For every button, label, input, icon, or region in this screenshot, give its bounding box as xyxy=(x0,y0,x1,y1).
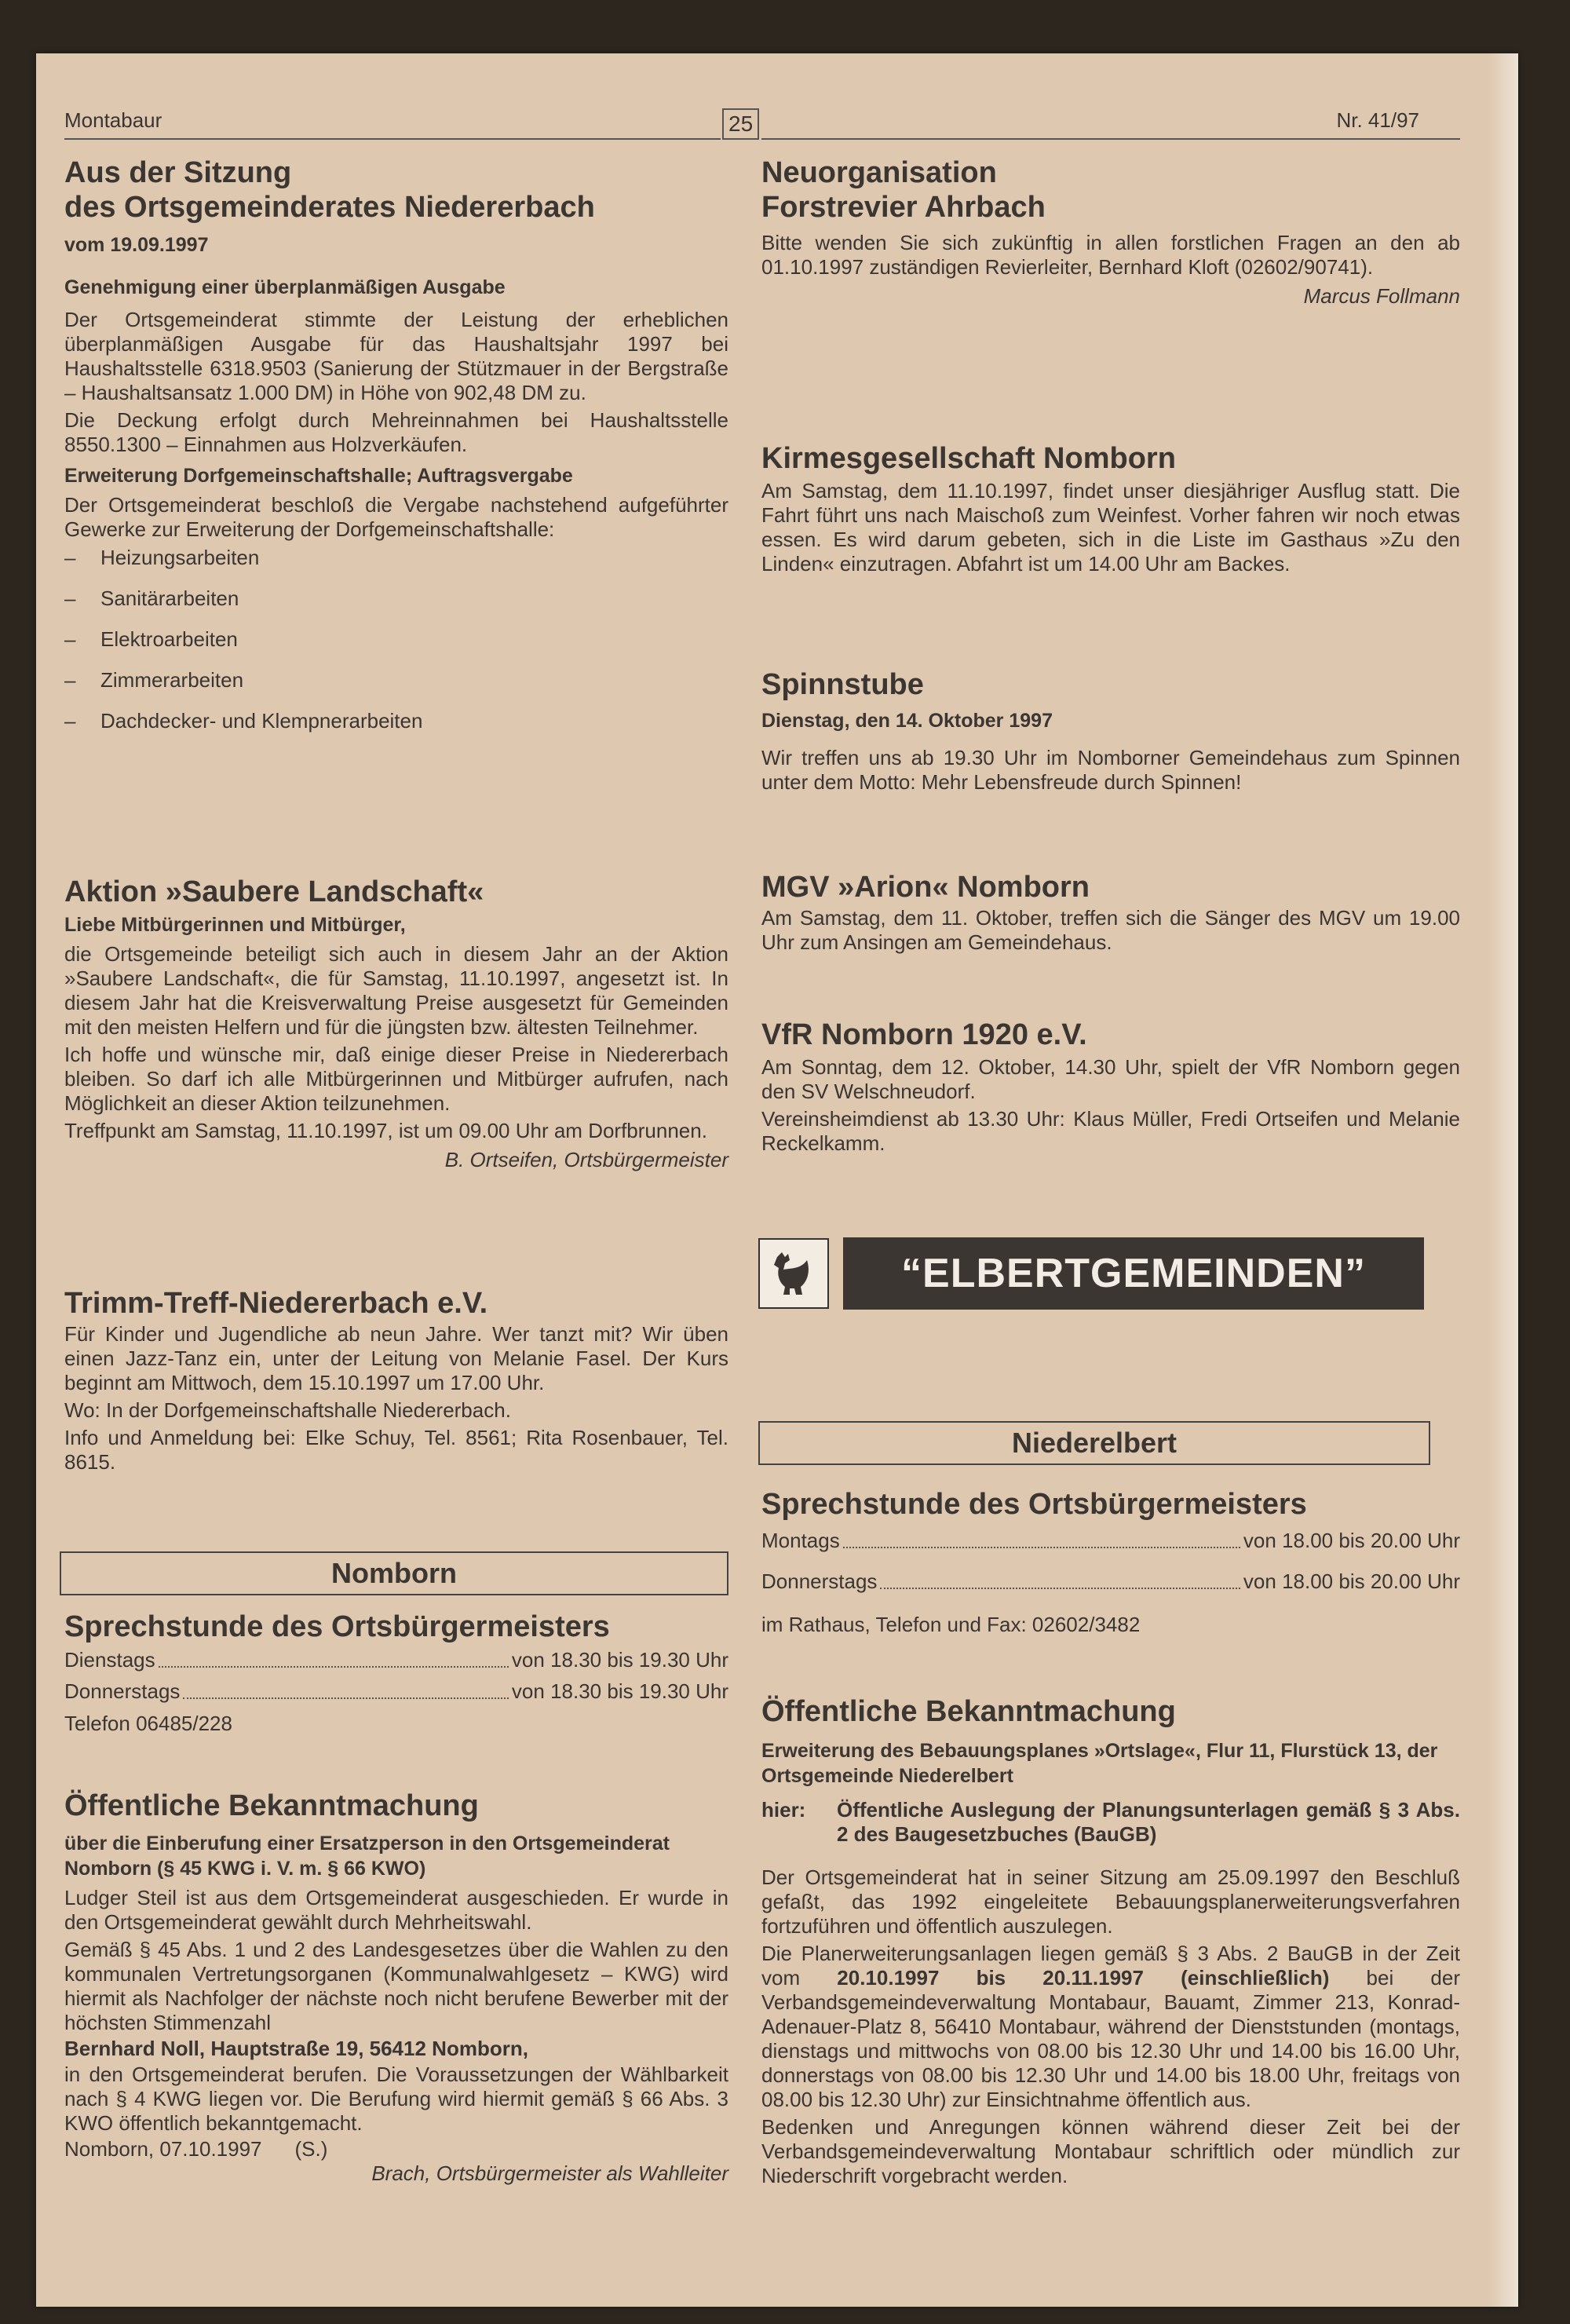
paragraph: Wir treffen uns ab 19.30 Uhr im Nomborner Gemeindehaus zum Spinnen unter dem Motto: Mehr Lebensfreude durch Spinnen! xyxy=(761,746,1460,794)
paragraph: Treffpunkt am Samstag, 11.10.1997, ist um 09.00 Uhr am Dorfbrunnen. xyxy=(64,1119,707,1142)
article-title: MGV »Arion« Nomborn xyxy=(761,871,1090,904)
article-title: Sprechstunde des Ortsbürgermeisters xyxy=(64,1610,610,1643)
paragraph: Ludger Steil ist aus dem Ortsgemeinderat ausgeschieden. Er wurde in den Ortsgemeinderat gewählt durch Mehrheitswahl. xyxy=(64,1886,728,1934)
article-title: Öffentliche Bekanntmachung xyxy=(761,1695,1176,1728)
hours-row: Donnerstags von 18.00 bis 20.00 Uhr xyxy=(761,1566,1460,1597)
hours-row: Montags von 18.00 bis 20.00 Uhr xyxy=(761,1525,1460,1556)
paragraph: Am Samstag, dem 11.10.1997, findet unser diesjähriger Ausflug statt. Die Fahrt führt uns nach Maischoß zum Weinfest. Vorher fahren wir noch etwas essen. Es wird darum gebeten, sich in die Liste im Gasthaus »Zu den Linden« einzutragen. Abfahrt ist um 14.00 Uhr am Backes. xyxy=(761,479,1460,576)
header-right: Nr. 41/97 xyxy=(1336,108,1419,132)
hours-row: Dienstags von 18.30 bis 19.30 Uhr xyxy=(64,1644,728,1675)
paragraph: Am Sonntag, dem 12. Oktober, 14.30 Uhr, spielt der VfR Nomborn gegen den SV Welschneudorf. xyxy=(761,1055,1460,1103)
subheading: Dienstag, den 14. Oktober 1997 xyxy=(761,710,1053,732)
paragraph: Für Kinder und Jugendliche ab neun Jahre. Wer tanzt mit? Wir üben einen Jazz-Tanz ein, unter der Leitung von Melanie Fasel. Der Kurs beginnt am Mittwoch, dem 15.10.1997 um 17.00 Uhr. xyxy=(64,1322,728,1394)
article-title: VfR Nomborn 1920 e.V. xyxy=(761,1018,1087,1051)
paragraph: Der Ortsgemeinderat hat in seiner Sitzung am 25.09.1997 den Beschluß gefaßt, das 1992 eingeleitete Bebauungsplanerweiterungsverfahren fortzuführen und öffentlich auszulegen. xyxy=(761,1865,1460,1938)
header-rule-right xyxy=(761,138,1460,140)
article-trimm-treff xyxy=(64,1286,728,1474)
paragraph: Info und Anmeldung bei: Elke Schuy, Tel. 8561; Rita Rosenbauer, Tel. 8615. xyxy=(64,1426,728,1474)
signature: Brach, Ortsbürgermeister als Wahlleiter xyxy=(371,2161,728,2185)
header-left: Montabaur xyxy=(64,108,162,132)
paragraph: Ich hoffe und wünsche mir, daß einige dieser Preise in Niedererbach bleiben. So darf ich alle Mitbürgerinnen und Mitbürger aufrufen, nach Möglichkeit an dieser Aktion teilzunehmen. xyxy=(64,1043,728,1115)
subheading: Liebe Mitbürgerinnen und Mitbürger, xyxy=(64,914,406,936)
article-sitzung xyxy=(64,155,728,741)
article-kirmes xyxy=(761,441,1460,576)
article-title: Aktion »Saubere Landschaft« xyxy=(64,875,484,908)
sprechstunde-niederelbert xyxy=(761,1487,1460,1637)
rooster-logo-icon xyxy=(758,1238,829,1309)
article-title: Forstrevier Ahrbach xyxy=(761,191,1046,224)
article-bekanntmachung-nomborn xyxy=(64,1789,728,2186)
article-title: Neuorganisation xyxy=(761,156,997,189)
article-title: Trimm-Treff-Niedererbach e.V. xyxy=(64,1287,488,1320)
section-box-niederelbert: Niederelbert xyxy=(758,1421,1430,1465)
paragraph: Der Ortsgemeinderat stimmte der Leistung der erheblichen überplanmäßigen Ausgabe für das Haushaltsjahr 1997 bei Haushaltsstelle 6318.9503 (Sanierung der Stützmauer in der Bergstraße – Haushaltsansatz 1.000 DM) in Höhe von 902,48 DM zu. xyxy=(64,308,728,404)
article-title: des Ortsgemeinderates Niedererbach xyxy=(64,191,595,224)
list-item: – Heizungsarbeiten xyxy=(64,546,260,569)
article-forstrevier xyxy=(761,155,1460,309)
list-item: – Elektroarbeiten xyxy=(64,627,238,651)
hours-row: Donnerstags von 18.30 bis 19.30 Uhr xyxy=(64,1675,728,1707)
phone: Telefon 06485/228 xyxy=(64,1712,232,1735)
article-title: Öffentliche Bekanntmachung xyxy=(64,1789,479,1822)
trade-list xyxy=(64,537,728,741)
subheading: Erweiterung des Bebauungsplanes »Ortslage«, Flur 11, Flurstück 13, der Ortsgemeinde Niederelbert xyxy=(761,1740,1438,1787)
section-box-nomborn: Nomborn xyxy=(60,1551,728,1595)
article-mgv xyxy=(761,870,1460,955)
paragraph: Gemäß § 45 Abs. 1 und 2 des Landesgesetzes über die Wahlen zu den kommunalen Vertretungsorganen (Kommunalwahlgesetz – KWG) wird hiermit als Nachfolger der nächste noch nicht berufene Bewerber mit der höchsten Stimmenzahl xyxy=(64,1938,728,2034)
elbertgemeinden-banner: “ELBERTGEMEINDEN” xyxy=(843,1237,1424,1310)
list-item: – Dachdecker- und Klempnerarbeiten xyxy=(64,709,423,733)
signature: B. Ortseifen, Ortsbürgermeister xyxy=(444,1148,728,1171)
paragraph: Am Samstag, dem 11. Oktober, treffen sich die Sänger des MGV um 19.00 Uhr zum Ansingen am Gemeindehaus. xyxy=(761,906,1460,954)
paragraph: in den Ortsgemeinderat berufen. Die Voraussetzungen der Wählbarkeit nach § 4 KWG liegen vor. Die Berufung wird hiermit gemäß § 66 Abs. 3 KWO öffentlich bekanntgemacht. xyxy=(64,2063,728,2135)
sprechstunde-nomborn xyxy=(64,1610,728,1736)
paragraph: Wo: In der Dorfgemeinschaftshalle Niedererbach. xyxy=(64,1398,511,1422)
elbertgemeinden-banner-row xyxy=(758,1237,1424,1310)
phone: im Rathaus, Telefon und Fax: 02602/3482 xyxy=(761,1613,1141,1636)
header-rule-left xyxy=(64,138,721,140)
article-title: Sprechstunde des Ortsbürgermeisters xyxy=(761,1488,1307,1521)
article-title: Kirmesgesellschaft Nomborn xyxy=(761,442,1176,475)
place-date: Nomborn, 07.10.1997 (S.) xyxy=(64,2137,328,2161)
subheading: über die Einberufung einer Ersatzperson in den Ortsgemeinderat Nomborn (§ 45 KWG i. V. m. § 66 KWO) xyxy=(64,1833,670,1880)
paragraph: Bedenken und Anregungen können während dieser Zeit bei der Verbandsgemeindeverwaltung Montabaur schriftlich oder mündlich zur Niederschrift vorgebracht werden. xyxy=(761,2115,1460,2187)
paragraph: Der Ortsgemeinderat beschloß die Vergabe nachstehend aufgeführter Gewerke zur Erweiterung der Dorfgemeinschaftshalle: xyxy=(64,493,728,541)
paragraph: Vereinsheimdienst ab 13.30 Uhr: Klaus Müller, Fredi Ortseifen und Melanie Reckelkamm. xyxy=(761,1107,1460,1155)
list-item: – Zimmerarbeiten xyxy=(64,668,244,692)
list-item: – Sanitärarbeiten xyxy=(64,586,239,610)
paragraph: Die Planerweiterungsanlagen liegen gemäß § 3 Abs. 2 BauGB in der Zeit vom 20.10.1997 bis 20.11.1997 (einschließlich) bei der Verbandsgemeindeverwaltung Montabaur, Bauamt, Zimmer 213, Konrad-Adenauer-Platz 8, 56410 Montabaur, während der Dienststunden (montags, dienstags und mittwochs von 08.00 bis 12.30 Uhr und 14.00 bis 16.00 Uhr, donnerstags von 08.00 bis 12.30 Uhr und 14.00 bis 18.00 Uhr, freitags von 08.00 bis 12.30 Uhr) zur Einsichtnahme öffentlich aus. xyxy=(761,1942,1460,2111)
paragraph: Bitte wenden Sie sich zukünftig in allen forstlichen Fragen an den ab 01.10.1997 zuständigen Revierleiter, Bernhard Kloft (02602/90741). xyxy=(761,231,1460,279)
paragraph: Die Deckung erfolgt durch Mehreinnahmen bei Haushaltsstelle 8550.1300 – Einnahmen aus Holzverkäufen. xyxy=(64,408,728,456)
article-title: Aus der Sitzung xyxy=(64,156,292,189)
article-bekanntmachung-niederelbert xyxy=(761,1694,1460,2188)
newspaper-page xyxy=(36,53,1518,2307)
subheading: Erweiterung Dorfgemeinschaftshalle; Auftragsvergabe xyxy=(64,465,573,487)
hier-line: hier: Öffentliche Auslegung der Planungsunterlagen gemäß § 3 Abs. 2 des Baugesetzbuches (BauGB) xyxy=(761,1798,1460,1846)
article-spinnstube xyxy=(761,667,1460,795)
article-title: Spinnstube xyxy=(761,668,924,701)
subheading: Genehmigung einer überplanmäßigen Ausgabe xyxy=(64,276,506,298)
paragraph-bold: Bernhard Noll, Hauptstraße 19, 56412 Nomborn, xyxy=(64,2037,528,2060)
page-number: 25 xyxy=(722,108,759,140)
paragraph: die Ortsgemeinde beteiligt sich auch in diesem Jahr an der Aktion »Saubere Landschaft«, die für Samstag, 11.10.1997, angesetzt ist. In diesem Jahr hat die Kreisverwaltung Preise ausgesetzt für Gemeinden mit den meisten Helfern und für die jüngsten bzw. ältesten Teilnehmer. xyxy=(64,942,728,1039)
article-saubere-landschaft xyxy=(64,875,728,1172)
article-date: vom 19.09.1997 xyxy=(64,234,209,256)
article-vfr xyxy=(761,1018,1460,1156)
signature: Marcus Follmann xyxy=(1303,284,1460,308)
